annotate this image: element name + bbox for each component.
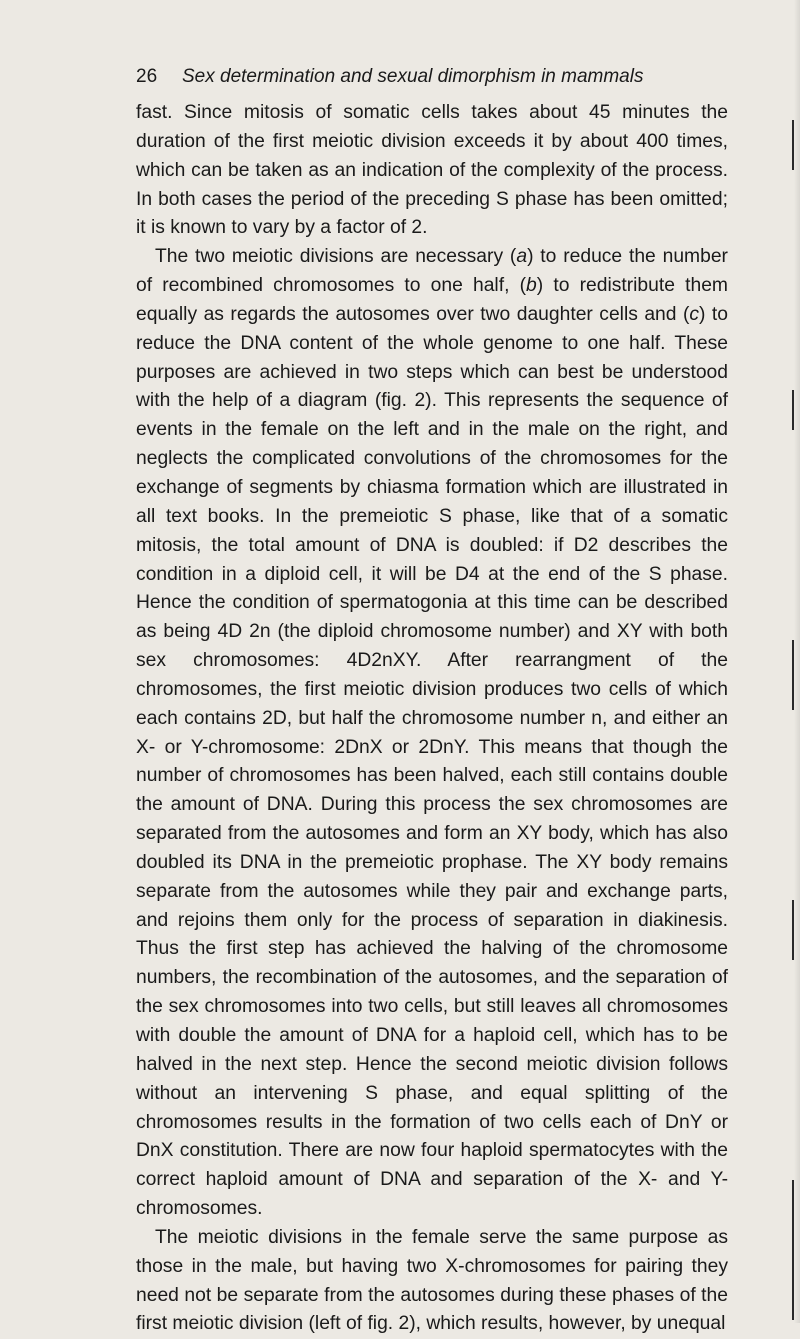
body-text (136, 99, 728, 1339)
paragraph-1: fast. Since mitosis of somatic cells takes about 45 minutes the duration of the first meiotic division exceeds it by about 400 times, which can be taken as an indication of the complexity of the process. In both cases the period of the preceding S phase has been omitted; it is known to vary by a factor of 2. (136, 102, 728, 239)
page-number: 26 (136, 66, 158, 87)
page-edge-mark (792, 120, 794, 170)
page-edge-mark (792, 640, 794, 710)
page-header (136, 62, 736, 92)
page-edge-mark (792, 1180, 794, 1320)
page-edge-mark (792, 390, 794, 430)
paragraph-2: The two meiotic divisions are necessary (a) to reduce the number of recombined chromosomes to one half, (b) to redistribute them equally as regards the autosomes over two daughter cells and (c) to reduce the DNA content of the whole genome to one half. These purposes are achieved in two steps which can best be understood with the help of a diagram (fig. 2). This represents the sequence of events in the female on the left and in the male on the right, and neglects the complicated convolutions of the chromosomes for the exchange of segments by chiasma formation which are illustrated in all text books. In the premeiotic S phase, like that of a somatic mitosis, the total amount of DNA is doubled: if D2 describes the condition in a diploid cell, it will be D4 at the end of the S phase. Hence the condition of spermatogonia at this time can be described as being 4D 2n (the diploid chromosome number) and XY with both sex chromosomes: 4D2nXY. After rearrangment of the chromosomes, the first meiotic division produces two cells of which each contains 2D, but half the chromosome number n, and either an X- or Y-chromosome: 2DnX or 2DnY. This means that though the number of chromosomes has been halved, each still contains double the amount of DNA. During this process the sex chromosomes are separated from the autosomes and form an XY body, which has also doubled its DNA in the premeiotic prophase. The XY body remains separate from the autosomes while they pair and exchange parts, and rejoins them only for the process of separation in diakinesis. Thus the first step has achieved the halving of the chromosome numbers, the recombination of the autosomes, and the separation of the sex chromosomes into two cells, but still leaves all chromosomes with double the amount of DNA for a haploid cell, which has to be halved in the next step. Hence the second meiotic division follows without an intervening S phase, and equal splitting of the chromosomes results in the formation of two cells each of DnY or DnX constitution. There are now four haploid spermatocytes with the correct haploid amount of DNA and separation of the X- and Y-chromosomes. (136, 246, 728, 1220)
running-title: Sex determination and sexual dimorphism in mammals (182, 66, 644, 87)
paragraph-3: The meiotic divisions in the female serve the same purpose as those in the male, but having two X-chromosomes for pairing they need not be separate from the autosomes during these phases of the first meiotic division (left of fig. 2), which results, however, by unequal (136, 1226, 728, 1335)
page-edge-shadow (794, 0, 800, 1323)
page-edge-mark (792, 900, 794, 960)
